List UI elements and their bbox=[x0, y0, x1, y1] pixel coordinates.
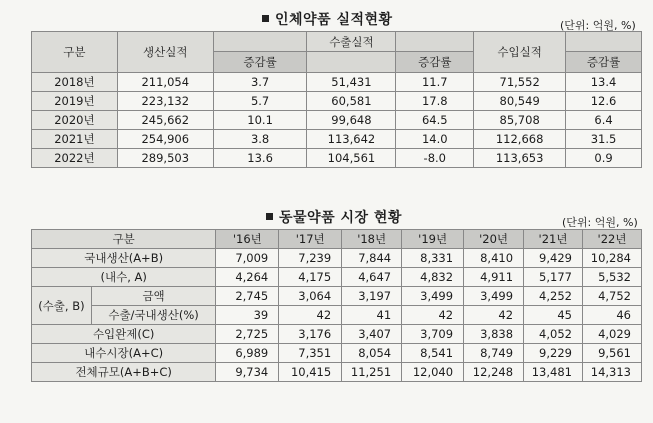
header-year: '18년 bbox=[342, 230, 402, 249]
cell-value: 10,415 bbox=[279, 363, 342, 382]
table-row bbox=[32, 73, 642, 92]
cell-value: 8,410 bbox=[464, 249, 524, 268]
cell-value: 3,407 bbox=[342, 325, 402, 344]
header-category: 구분 bbox=[32, 32, 118, 73]
cell-value: 9,229 bbox=[524, 344, 583, 363]
table-row bbox=[32, 363, 642, 382]
cell-value: 5,177 bbox=[524, 268, 583, 287]
row-label: 전체규모(A+B+C) bbox=[32, 363, 216, 382]
row-group-export: (수출, B) bbox=[32, 287, 92, 325]
cell-prod: 211,054 bbox=[117, 73, 213, 92]
human-drug-body bbox=[32, 73, 642, 168]
cell-value: 42 bbox=[402, 306, 464, 325]
human-drug-table bbox=[31, 31, 642, 168]
header-production: 생산실적 bbox=[117, 32, 213, 73]
table-row bbox=[32, 306, 642, 325]
row-year: 2021년 bbox=[32, 130, 118, 149]
cell-prod: 254,906 bbox=[117, 130, 213, 149]
table-row bbox=[32, 130, 642, 149]
header-exp-change: 증감률 bbox=[396, 52, 474, 73]
section1-unit: (단위: 억원, %) bbox=[560, 19, 636, 32]
row-label: 수출/국내생산(%) bbox=[91, 306, 216, 325]
cell-imp: 112,668 bbox=[474, 130, 566, 149]
cell-value: 8,749 bbox=[464, 344, 524, 363]
cell-value: 4,175 bbox=[279, 268, 342, 287]
cell-exp: 99,648 bbox=[307, 111, 396, 130]
animal-drug-table bbox=[31, 229, 642, 382]
header-blank-3 bbox=[566, 32, 642, 52]
cell-value: 41 bbox=[342, 306, 402, 325]
header-year: '22년 bbox=[582, 230, 641, 249]
square-bullet-icon bbox=[266, 213, 273, 220]
cell-value: 3,838 bbox=[464, 325, 524, 344]
cell-imp-chg: 13.4 bbox=[566, 73, 642, 92]
section2-title bbox=[266, 207, 402, 227]
cell-value: 3,499 bbox=[464, 287, 524, 306]
cell-value: 6,989 bbox=[216, 344, 279, 363]
header-blank-4 bbox=[307, 52, 396, 73]
cell-prod: 245,662 bbox=[117, 111, 213, 130]
cell-exp: 113,642 bbox=[307, 130, 396, 149]
header-blank-1 bbox=[213, 32, 307, 52]
cell-value: 8,054 bbox=[342, 344, 402, 363]
cell-value: 4,911 bbox=[464, 268, 524, 287]
section1-title bbox=[262, 9, 393, 29]
cell-value: 3,064 bbox=[279, 287, 342, 306]
cell-value: 3,499 bbox=[402, 287, 464, 306]
cell-value: 9,734 bbox=[216, 363, 279, 382]
header-year: '21년 bbox=[524, 230, 583, 249]
cell-imp-chg: 6.4 bbox=[566, 111, 642, 130]
cell-exp-chg: 11.7 bbox=[396, 73, 474, 92]
table-row bbox=[32, 249, 642, 268]
table-row bbox=[32, 344, 642, 363]
cell-exp-chg: -8.0 bbox=[396, 149, 474, 168]
cell-imp: 71,552 bbox=[474, 73, 566, 92]
cell-imp-chg: 31.5 bbox=[566, 130, 642, 149]
cell-value: 11,251 bbox=[342, 363, 402, 382]
table-row bbox=[32, 287, 642, 306]
row-year: 2022년 bbox=[32, 149, 118, 168]
cell-value: 45 bbox=[524, 306, 583, 325]
cell-value: 5,532 bbox=[582, 268, 641, 287]
row-label: 국내생산(A+B) bbox=[32, 249, 216, 268]
cell-value: 14,313 bbox=[582, 363, 641, 382]
row-label: 내수시장(A+C) bbox=[32, 344, 216, 363]
cell-value: 9,429 bbox=[524, 249, 583, 268]
cell-value: 13,481 bbox=[524, 363, 583, 382]
header-year: '20년 bbox=[464, 230, 524, 249]
cell-value: 10,284 bbox=[582, 249, 641, 268]
cell-value: 4,647 bbox=[342, 268, 402, 287]
header-year: '17년 bbox=[279, 230, 342, 249]
cell-imp: 85,708 bbox=[474, 111, 566, 130]
cell-exp: 104,561 bbox=[307, 149, 396, 168]
header-year: '19년 bbox=[402, 230, 464, 249]
cell-prod-chg: 3.8 bbox=[213, 130, 307, 149]
table-row bbox=[32, 149, 642, 168]
table-row bbox=[32, 111, 642, 130]
cell-value: 7,009 bbox=[216, 249, 279, 268]
cell-value: 2,745 bbox=[216, 287, 279, 306]
cell-exp-chg: 17.8 bbox=[396, 92, 474, 111]
cell-prod-chg: 10.1 bbox=[213, 111, 307, 130]
table-row bbox=[32, 268, 642, 287]
row-label: 금액 bbox=[91, 287, 216, 306]
cell-prod-chg: 13.6 bbox=[213, 149, 307, 168]
header-prod-change: 증감률 bbox=[213, 52, 307, 73]
cell-imp-chg: 0.9 bbox=[566, 149, 642, 168]
cell-value: 12,040 bbox=[402, 363, 464, 382]
header-year: '16년 bbox=[216, 230, 279, 249]
cell-value: 4,252 bbox=[524, 287, 583, 306]
row-year: 2019년 bbox=[32, 92, 118, 111]
cell-prod: 289,503 bbox=[117, 149, 213, 168]
row-label: 수입완제(C) bbox=[32, 325, 216, 344]
cell-value: 7,351 bbox=[279, 344, 342, 363]
cell-value: 42 bbox=[464, 306, 524, 325]
header-category: 구분 bbox=[32, 230, 216, 249]
cell-exp: 60,581 bbox=[307, 92, 396, 111]
section2-unit: (단위: 억원, %) bbox=[562, 216, 638, 229]
table-row bbox=[32, 92, 642, 111]
cell-prod-chg: 5.7 bbox=[213, 92, 307, 111]
row-year: 2020년 bbox=[32, 111, 118, 130]
cell-exp-chg: 14.0 bbox=[396, 130, 474, 149]
cell-value: 4,029 bbox=[582, 325, 641, 344]
square-bullet-icon bbox=[262, 15, 269, 22]
cell-value: 8,541 bbox=[402, 344, 464, 363]
cell-imp: 80,549 bbox=[474, 92, 566, 111]
cell-value: 3,176 bbox=[279, 325, 342, 344]
section2-title-text: 동물약품 시장 현황 bbox=[279, 210, 402, 226]
cell-value: 4,264 bbox=[216, 268, 279, 287]
header-blank-2 bbox=[396, 32, 474, 52]
cell-value: 2,725 bbox=[216, 325, 279, 344]
row-label: (내수, A) bbox=[32, 268, 216, 287]
section1-title-text: 인체약품 실적현황 bbox=[275, 12, 393, 28]
cell-value: 9,561 bbox=[582, 344, 641, 363]
cell-value: 42 bbox=[279, 306, 342, 325]
cell-value: 7,239 bbox=[279, 249, 342, 268]
cell-value: 8,331 bbox=[402, 249, 464, 268]
cell-exp: 51,431 bbox=[307, 73, 396, 92]
cell-value: 4,052 bbox=[524, 325, 583, 344]
cell-value: 4,752 bbox=[582, 287, 641, 306]
cell-value: 4,832 bbox=[402, 268, 464, 287]
header-import: 수입실적 bbox=[474, 32, 566, 73]
cell-prod-chg: 3.7 bbox=[213, 73, 307, 92]
cell-value: 7,844 bbox=[342, 249, 402, 268]
header-imp-change: 증감률 bbox=[566, 52, 642, 73]
cell-prod: 223,132 bbox=[117, 92, 213, 111]
cell-imp-chg: 12.6 bbox=[566, 92, 642, 111]
cell-value: 3,709 bbox=[402, 325, 464, 344]
cell-exp-chg: 64.5 bbox=[396, 111, 474, 130]
table-row bbox=[32, 325, 642, 344]
cell-value: 12,248 bbox=[464, 363, 524, 382]
cell-value: 46 bbox=[582, 306, 641, 325]
cell-imp: 113,653 bbox=[474, 149, 566, 168]
cell-value: 39 bbox=[216, 306, 279, 325]
header-export: 수출실적 bbox=[307, 32, 396, 52]
cell-value: 3,197 bbox=[342, 287, 402, 306]
row-year: 2018년 bbox=[32, 73, 118, 92]
